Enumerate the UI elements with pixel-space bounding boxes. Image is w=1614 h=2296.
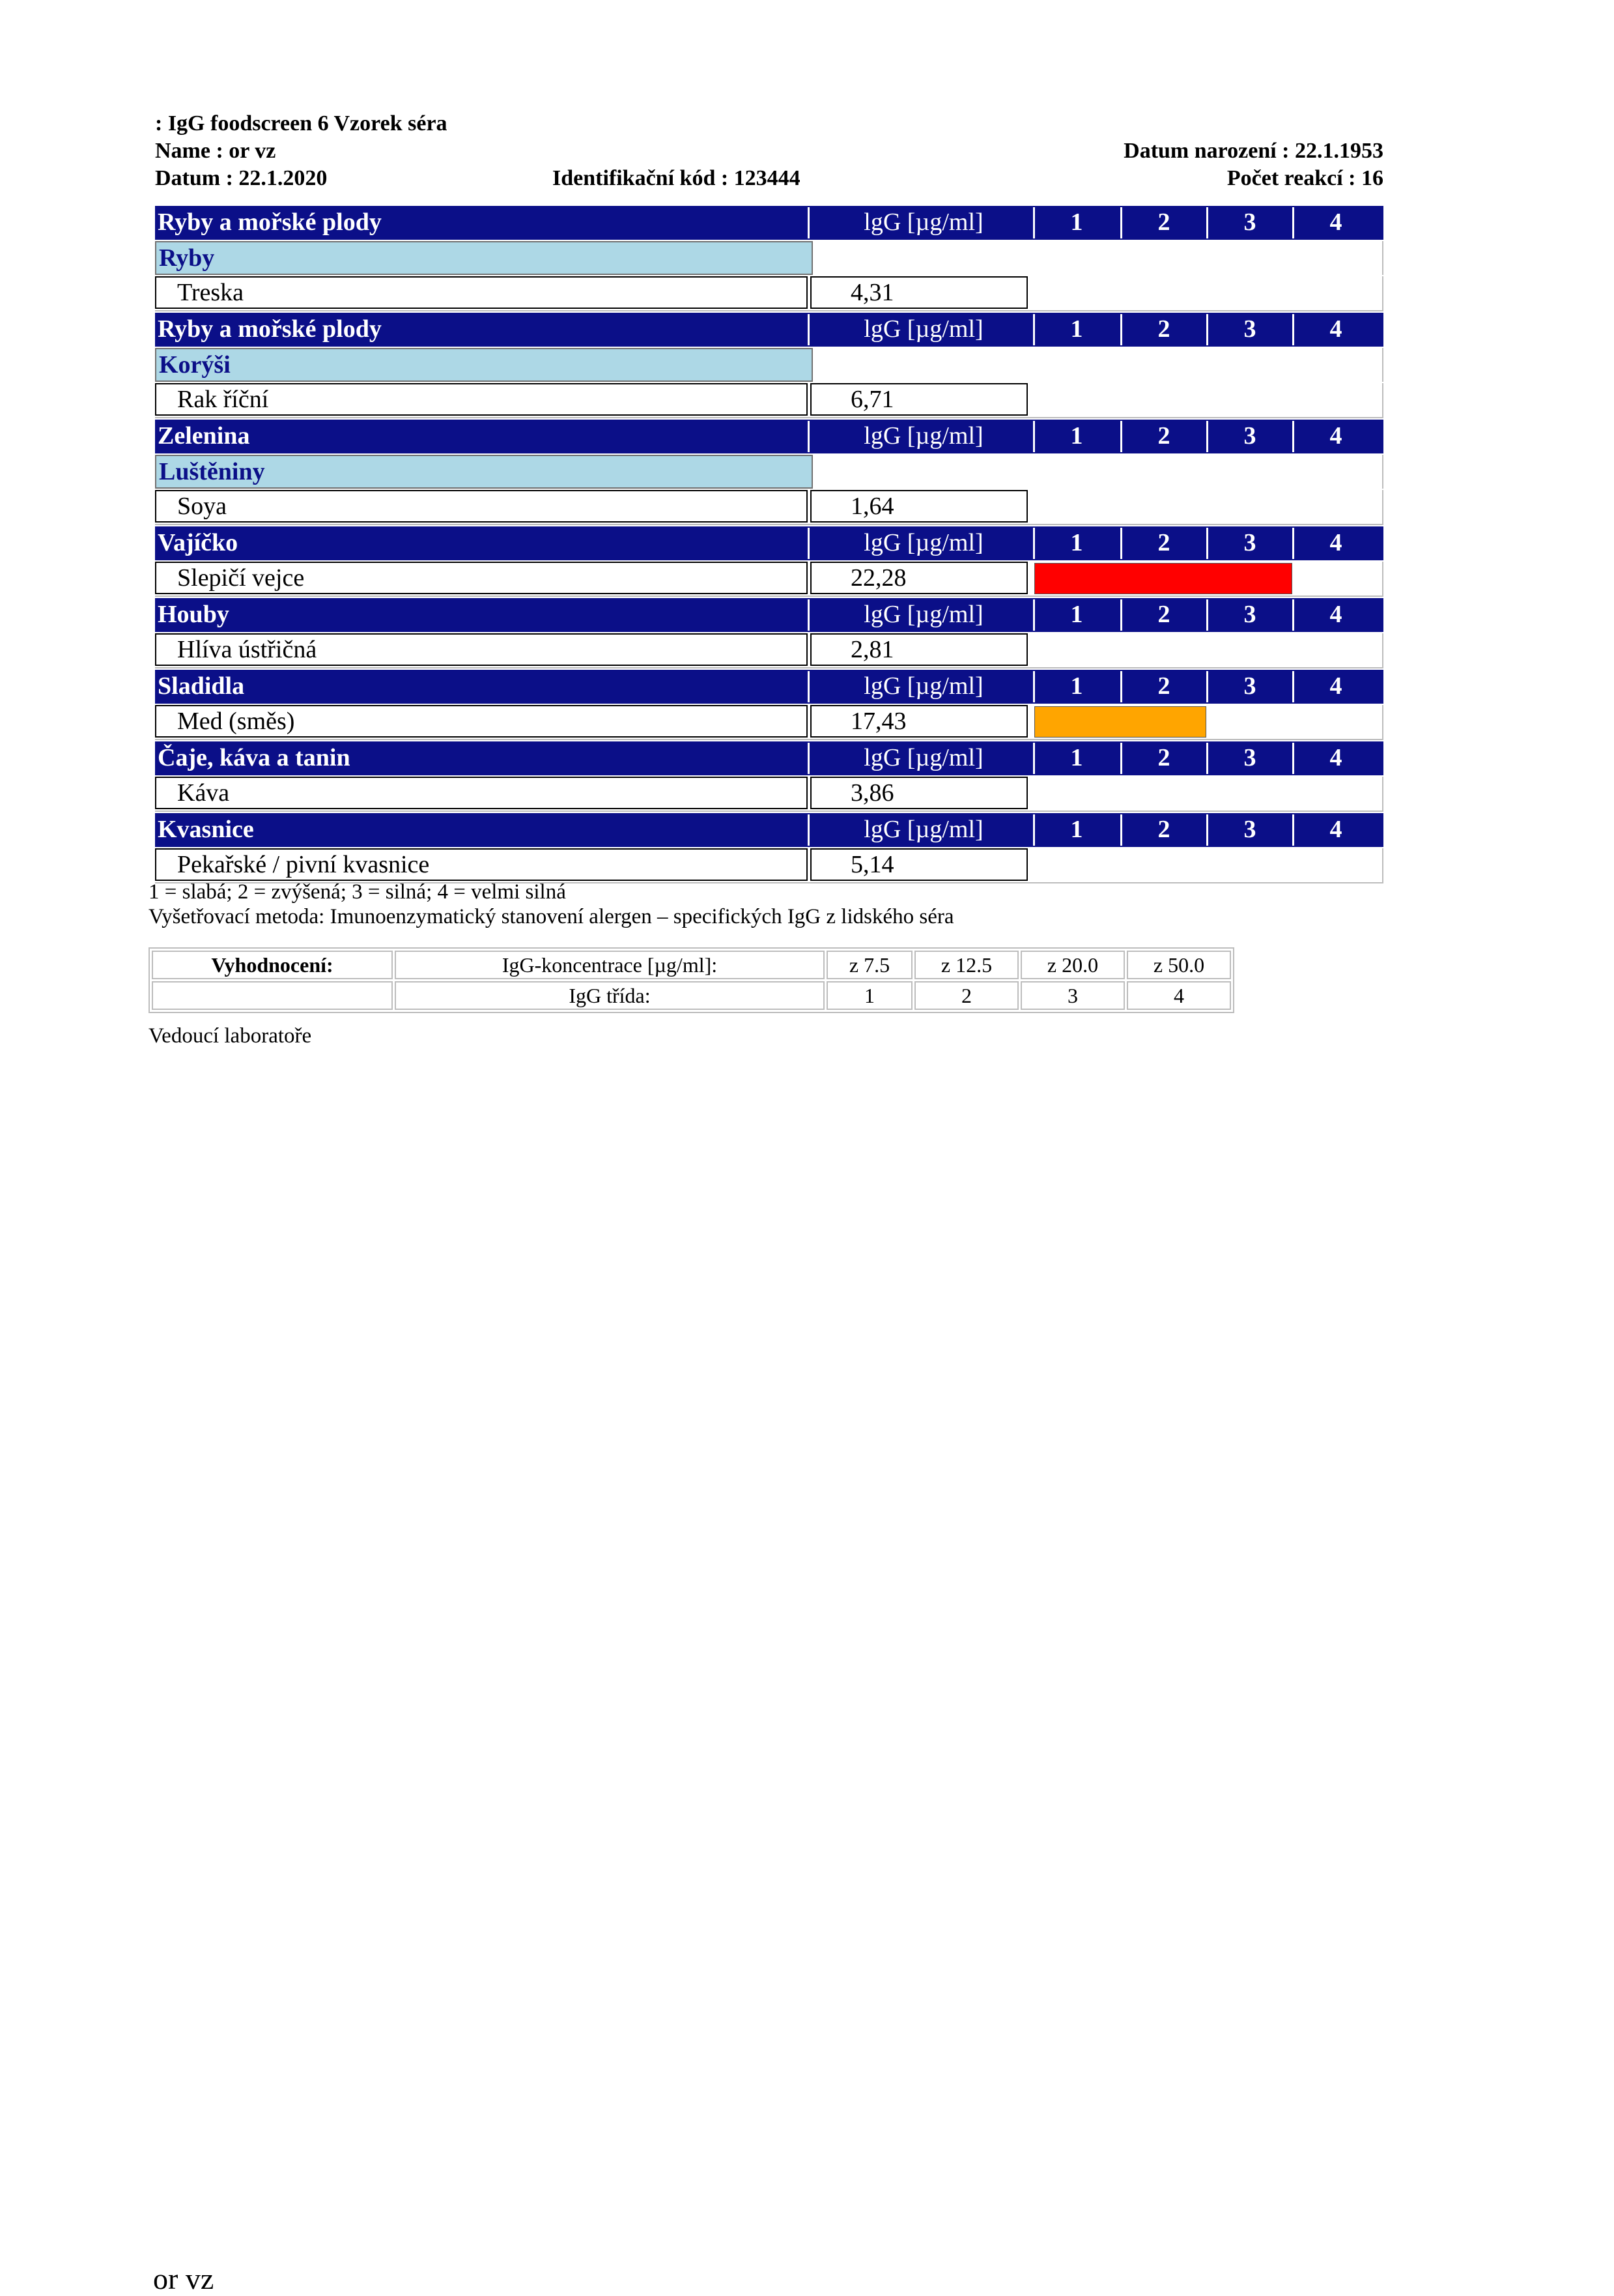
class-header: 4 <box>1329 529 1342 556</box>
method-description: Vyšetřovací metoda: Imunoenzymatický stanovení alergen – specifických IgG z lidského séra <box>149 905 954 928</box>
igg-value: 5,14 <box>810 848 1028 881</box>
reaction-level-bar <box>1034 563 1292 594</box>
column-divider <box>1033 528 1035 559</box>
concentration-label: IgG-koncentrace [µg/ml]: <box>395 951 825 979</box>
class-header: 3 <box>1243 529 1256 556</box>
unit-label: lgG [µg/ml] <box>864 744 984 771</box>
evaluation-label: Vyhodnocení: <box>152 951 393 979</box>
column-divider <box>808 528 810 559</box>
column-divider <box>1033 314 1035 345</box>
class-header: 2 <box>1157 744 1170 771</box>
column-divider <box>808 599 810 631</box>
unit-label: lgG [µg/ml] <box>864 816 984 843</box>
class-header: 2 <box>1157 208 1170 236</box>
class-header: 2 <box>1157 422 1170 450</box>
allergen-name: Med (směs) <box>155 705 808 738</box>
report-date: Datum : 22.1.2020 <box>155 166 328 190</box>
allergen-row <box>155 705 1383 740</box>
patient-name: Name : or vz <box>155 139 276 163</box>
allergen-row <box>155 777 1383 812</box>
allergen-name: Slepičí vejce <box>155 562 808 594</box>
class-header: 3 <box>1243 744 1256 771</box>
category-header-row <box>155 598 1383 632</box>
threshold-cell: z 50.0 <box>1127 951 1231 979</box>
column-divider <box>1033 671 1035 702</box>
class-cell: 2 <box>914 981 1019 1010</box>
unit-label: lgG [µg/ml] <box>864 208 984 236</box>
class-header: 1 <box>1070 672 1083 700</box>
legend <box>149 880 954 929</box>
class-header: 3 <box>1243 315 1256 343</box>
class-header: 2 <box>1157 315 1170 343</box>
subcategory-row <box>155 455 1383 489</box>
identification-code: Identifikační kód : 123444 <box>552 166 800 190</box>
allergen-name: Hlíva ústřičná <box>155 633 808 666</box>
subcategory-name: Korýši <box>155 348 813 382</box>
unit-label: lgG [µg/ml] <box>864 529 984 556</box>
empty-cell <box>152 981 393 1010</box>
column-divider <box>1033 814 1035 846</box>
column-divider <box>808 814 810 846</box>
footer-patient-name: or vz <box>153 2262 214 2295</box>
allergen-name: Treska <box>155 276 808 309</box>
allergen-row <box>155 562 1383 597</box>
igg-value: 17,43 <box>810 705 1028 738</box>
category-name: Houby <box>158 601 229 628</box>
class-header: 1 <box>1070 744 1083 771</box>
class-header: 4 <box>1329 672 1342 700</box>
class-header: 3 <box>1243 672 1256 700</box>
class-header: 4 <box>1329 208 1342 236</box>
category-name: Kvasnice <box>158 816 254 843</box>
birth-date: Datum narození : 22.1.1953 <box>1124 139 1383 163</box>
class-header: 1 <box>1070 315 1083 343</box>
category-name: Zelenina <box>158 422 250 450</box>
subcategory-spacer <box>814 348 1383 382</box>
column-divider <box>1033 599 1035 631</box>
class-cell: 3 <box>1021 981 1125 1010</box>
category-header-row <box>155 313 1383 347</box>
column-divider <box>808 671 810 702</box>
allergen-row <box>155 633 1383 668</box>
class-scale-legend: 1 = slabá; 2 = zvýšená; 3 = silná; 4 = velmi silná <box>149 880 566 904</box>
category-header-row <box>155 206 1383 240</box>
class-header: 2 <box>1157 816 1170 843</box>
class-header: 3 <box>1243 422 1256 450</box>
class-header: 4 <box>1329 601 1342 628</box>
category-name: Sladidla <box>158 672 245 700</box>
reaction-level-bar <box>1034 706 1206 738</box>
allergen-name: Káva <box>155 777 808 809</box>
class-header: 2 <box>1157 601 1170 628</box>
category-name: Vajíčko <box>158 529 238 556</box>
class-header: 1 <box>1070 422 1083 450</box>
allergen-row <box>155 383 1383 418</box>
subcategory-row <box>155 348 1383 382</box>
igg-value: 22,28 <box>810 562 1028 594</box>
allergen-name: Rak říční <box>155 383 808 416</box>
igg-value: 4,31 <box>810 276 1028 309</box>
category-name: Ryby a mořské plody <box>158 315 382 343</box>
class-header: 4 <box>1329 744 1342 771</box>
class-cell: 1 <box>827 981 913 1010</box>
lab-head-signature-label: Vedoucí laboratoře <box>149 1024 312 1048</box>
threshold-cell: z 12.5 <box>914 951 1019 979</box>
category-header-row <box>155 813 1383 847</box>
subcategory-name: Luštěniny <box>155 455 813 489</box>
class-header: 2 <box>1157 672 1170 700</box>
class-header: 1 <box>1070 601 1083 628</box>
igg-value: 3,86 <box>810 777 1028 809</box>
subcategory-spacer <box>814 455 1383 489</box>
threshold-cell: z 20.0 <box>1021 951 1125 979</box>
class-header: 4 <box>1329 422 1342 450</box>
results-table <box>155 206 1383 883</box>
column-divider <box>808 314 810 345</box>
class-header: 3 <box>1243 601 1256 628</box>
column-divider <box>1033 207 1035 238</box>
class-header: 2 <box>1157 529 1170 556</box>
unit-label: lgG [µg/ml] <box>864 422 984 450</box>
igg-value: 2,81 <box>810 633 1028 666</box>
evaluation-table <box>149 947 1234 1013</box>
threshold-cell: z 7.5 <box>827 951 913 979</box>
category-header-row <box>155 526 1383 560</box>
allergen-name: Pekařské / pivní kvasnice <box>155 848 808 881</box>
class-header: 1 <box>1070 529 1083 556</box>
evaluation-row-concentration <box>152 951 1231 979</box>
class-header: 1 <box>1070 816 1083 843</box>
allergen-name: Soya <box>155 490 808 523</box>
class-label: IgG třída: <box>395 981 825 1010</box>
report-title: : IgG foodscreen 6 Vzorek séra <box>155 111 447 136</box>
column-divider <box>1033 743 1035 774</box>
column-divider <box>808 207 810 238</box>
class-header: 3 <box>1243 208 1256 236</box>
igg-value: 6,71 <box>810 383 1028 416</box>
class-header: 4 <box>1329 315 1342 343</box>
category-header-row <box>155 670 1383 704</box>
igg-value: 1,64 <box>810 490 1028 523</box>
allergen-row <box>155 848 1383 883</box>
unit-label: lgG [µg/ml] <box>864 601 984 628</box>
unit-label: lgG [µg/ml] <box>864 315 984 343</box>
allergen-row <box>155 276 1383 311</box>
class-header: 3 <box>1243 816 1256 843</box>
subcategory-row <box>155 241 1383 275</box>
evaluation-row-class <box>152 981 1231 1010</box>
class-header: 4 <box>1329 816 1342 843</box>
category-header-row <box>155 420 1383 453</box>
reaction-count: Počet reakcí : 16 <box>1226 166 1383 190</box>
category-name: Ryby a mořské plody <box>158 208 382 236</box>
column-divider <box>808 421 810 452</box>
allergen-row <box>155 490 1383 525</box>
category-name: Čaje, káva a tanin <box>158 744 350 771</box>
subcategory-name: Ryby <box>155 241 813 275</box>
column-divider <box>808 743 810 774</box>
column-divider <box>1033 421 1035 452</box>
unit-label: lgG [µg/ml] <box>864 672 984 700</box>
subcategory-spacer <box>814 241 1383 275</box>
class-cell: 4 <box>1127 981 1231 1010</box>
class-header: 1 <box>1070 208 1083 236</box>
category-header-row <box>155 741 1383 775</box>
